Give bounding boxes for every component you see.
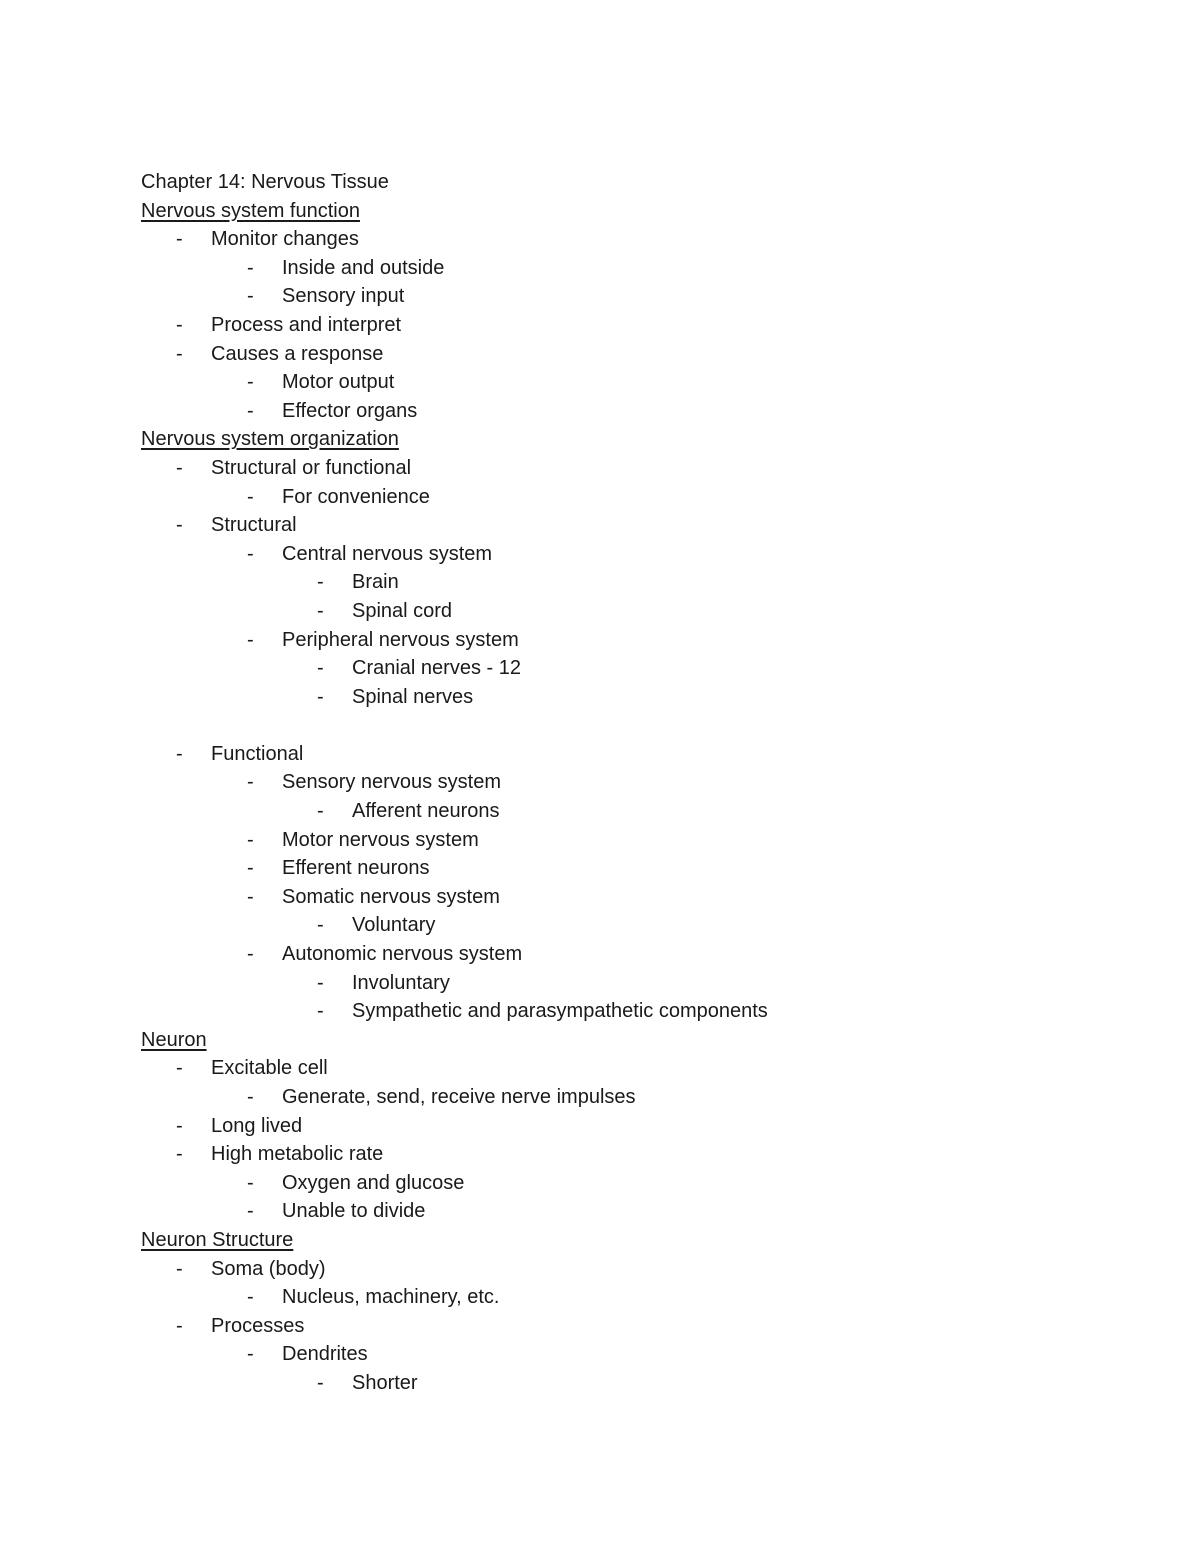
list-item — [141, 1369, 1141, 1398]
list-item-text: Sensory nervous system — [282, 771, 501, 794]
list-item-text: Processes — [211, 1314, 305, 1337]
list-item — [141, 1312, 1141, 1341]
list-item-text: Involuntary — [352, 971, 450, 994]
list-item-text: Voluntary — [352, 914, 436, 937]
list-item-text: Motor nervous system — [282, 828, 479, 851]
section-heading-text: Nervous system function — [141, 199, 360, 222]
bullet-dash: - — [247, 371, 254, 394]
list-item — [141, 768, 1141, 797]
list-item — [141, 1197, 1141, 1226]
bullet-dash: - — [247, 885, 254, 908]
page-title-text: Chapter 14: Nervous Tissue — [141, 171, 389, 193]
list-item — [141, 1340, 1141, 1369]
list-item-text: High metabolic rate — [211, 1143, 384, 1166]
list-item-text: Afferent neurons — [352, 800, 500, 823]
bullet-dash: - — [176, 1057, 183, 1080]
list-item-text: Shorter — [352, 1371, 418, 1394]
bullet-dash: - — [176, 1314, 183, 1337]
list-item — [141, 254, 1141, 283]
list-item — [141, 282, 1141, 311]
list-item-text: Spinal cord — [352, 599, 453, 622]
bullet-dash: - — [176, 456, 183, 479]
bullet-dash: - — [247, 1086, 254, 1108]
list-item — [141, 397, 1141, 426]
section-heading — [141, 1026, 1141, 1055]
bullet-dash: - — [247, 285, 254, 308]
bullet-dash: - — [176, 1257, 183, 1280]
bullet-dash: - — [247, 943, 254, 966]
list-item — [141, 740, 1141, 769]
list-item-text: Functional — [211, 742, 304, 765]
list-item-text: Monitor changes — [211, 228, 359, 251]
list-item-text: Motor output — [282, 371, 395, 394]
page-title — [141, 168, 1141, 197]
list-item — [141, 1140, 1141, 1169]
list-item — [141, 540, 1141, 569]
bullet-dash: - — [247, 542, 254, 565]
list-item — [141, 1054, 1141, 1083]
list-item-text: Unable to divide — [282, 1200, 426, 1223]
list-item-text: Spinal nerves — [352, 685, 474, 708]
list-item-text: Cranial nerves - 12 — [352, 657, 521, 680]
list-item-text: Somatic nervous system — [282, 885, 500, 908]
bullet-dash: - — [176, 313, 183, 336]
bullet-dash: - — [176, 228, 183, 251]
section-heading — [141, 197, 1141, 226]
section-heading-text: Neuron Structure — [141, 1228, 294, 1251]
list-item — [141, 854, 1141, 883]
bullet-dash: - — [176, 342, 183, 365]
section-heading — [141, 1226, 1141, 1255]
bullet-dash: - — [317, 571, 324, 594]
bullet-dash: - — [317, 914, 324, 937]
bullet-dash: - — [247, 771, 254, 794]
list-item-text: Dendrites — [282, 1343, 368, 1366]
bullet-dash: - — [247, 1286, 254, 1309]
bullet-dash: - — [247, 256, 254, 279]
list-item — [141, 883, 1141, 912]
list-item-text: Peripheral nervous system — [282, 628, 519, 651]
section-heading — [141, 425, 1141, 454]
list-item — [141, 969, 1141, 998]
list-item-text: Inside and outside — [282, 256, 445, 279]
list-item-text: Oxygen and glucose — [282, 1171, 465, 1194]
bullet-dash: - — [247, 828, 254, 851]
list-item-text: Effector organs — [282, 399, 418, 422]
list-item — [141, 311, 1141, 340]
list-item — [141, 1255, 1141, 1284]
list-item-text: Efferent neurons — [282, 857, 430, 880]
list-item-text: Causes a response — [211, 342, 384, 365]
list-item — [141, 626, 1141, 655]
list-item-text: Sensory input — [282, 285, 405, 308]
bullet-dash: - — [317, 657, 324, 680]
list-item-text: Sympathetic and parasympathetic components — [352, 1000, 768, 1023]
bullet-dash: - — [176, 742, 183, 765]
bullet-dash: - — [247, 857, 254, 880]
bullet-dash: - — [247, 1171, 254, 1194]
list-item — [141, 1169, 1141, 1198]
list-item — [141, 940, 1141, 969]
list-item — [141, 568, 1141, 597]
list-item — [141, 225, 1141, 254]
list-item — [141, 654, 1141, 683]
bullet-dash: - — [247, 628, 254, 651]
list-item — [141, 797, 1141, 826]
list-item-text: Structural — [211, 514, 297, 537]
list-item-text: Structural or functional — [211, 456, 412, 479]
list-item-text: Generate, send, receive nerve impulses — [282, 1086, 636, 1108]
list-item — [141, 997, 1141, 1026]
list-item-text: For convenience — [282, 485, 430, 508]
bullet-dash: - — [247, 485, 254, 508]
list-item — [141, 340, 1141, 369]
bullet-dash: - — [317, 685, 324, 708]
list-item-text: Excitable cell — [211, 1057, 328, 1080]
list-item-text: Nucleus, machinery, etc. — [282, 1286, 500, 1309]
list-item — [141, 511, 1141, 540]
bullet-dash: - — [317, 599, 324, 622]
list-item-text: Brain — [352, 571, 399, 594]
list-item — [141, 483, 1141, 512]
list-item-text: Autonomic nervous system — [282, 943, 523, 966]
blank-line — [141, 711, 1141, 740]
list-item-text: Soma (body) — [211, 1257, 326, 1280]
list-item — [141, 683, 1141, 712]
bullet-dash: - — [247, 399, 254, 422]
bullet-dash: - — [317, 1000, 324, 1023]
list-item — [141, 911, 1141, 940]
document-content — [141, 168, 1141, 1398]
list-item — [141, 454, 1141, 483]
section-heading-text: Neuron — [141, 1028, 207, 1051]
section-heading-text: Nervous system organization — [141, 428, 399, 451]
list-item-text: Process and interpret — [211, 313, 402, 336]
bullet-dash: - — [317, 1371, 324, 1394]
list-item-text: Long lived — [211, 1114, 303, 1137]
list-item — [141, 597, 1141, 626]
list-item — [141, 368, 1141, 397]
list-item — [141, 1083, 1141, 1112]
bullet-dash: - — [176, 514, 183, 537]
list-item — [141, 1283, 1141, 1312]
list-item-text: Central nervous system — [282, 542, 493, 565]
list-item — [141, 1112, 1141, 1141]
bullet-dash: - — [176, 1114, 183, 1137]
bullet-dash: - — [247, 1200, 254, 1223]
bullet-dash: - — [247, 1343, 254, 1366]
bullet-dash: - — [176, 1143, 183, 1166]
list-item — [141, 826, 1141, 855]
bullet-dash: - — [317, 800, 324, 823]
bullet-dash: - — [317, 971, 324, 994]
